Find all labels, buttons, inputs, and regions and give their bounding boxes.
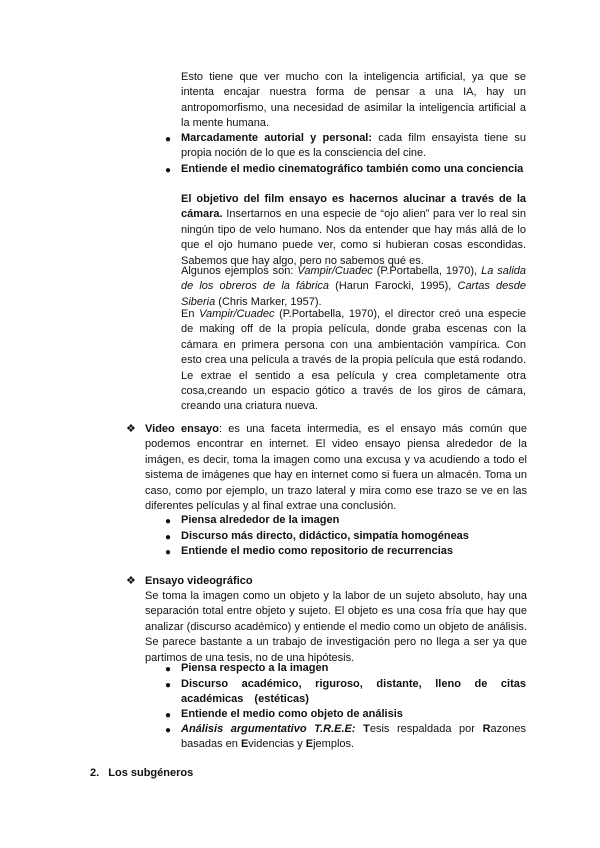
tree-letter: E bbox=[305, 738, 314, 751]
bullet-bold-label: Discurso académico, riguroso, distante, lleno de citas académicas (estéticas) bbox=[181, 678, 526, 706]
objetivo-bold: El objetivo del film ensayo es hacernos alucinar a través de la cámara. bbox=[181, 193, 526, 221]
bullet-icon: ● bbox=[165, 165, 172, 176]
ejemplos-paragraph bbox=[181, 264, 526, 310]
ensayo-videografico-paragraph: Se toma la imagen como un objeto y la labor de un sujeto absoluto, hay una separación total entre objeto y sujeto. El objeto es una cosa fría que hay que analizar (discurso académico) y entiende el medio como un objeto de análisis. Se parece bastante a un trabajo de investigación pero no llega a ser ya que partimos de una tesis, no de una hipótesis. bbox=[145, 590, 527, 664]
video-ensayo-title: Video ensayo bbox=[145, 423, 219, 435]
bullet-icon: ● bbox=[165, 547, 172, 558]
diamond-bullet-icon: ❖ bbox=[126, 423, 136, 435]
section-subtitle: Ensayo videográfico bbox=[145, 575, 253, 587]
tree-bullet-item bbox=[181, 722, 526, 753]
bullet-icon: ● bbox=[165, 532, 172, 543]
bullet-bold-label: Piensa respecto a la imagen bbox=[181, 662, 329, 674]
ensayo-videografico-title bbox=[145, 574, 525, 589]
film-ref: (P.Portabella, 1970), bbox=[372, 265, 482, 277]
grafico-bullet-item bbox=[181, 677, 526, 708]
film-title: Vampir/Cuadec bbox=[199, 308, 275, 320]
bullet-icon: ● bbox=[165, 134, 172, 145]
bullet-bold-label: Piensa alrededor de la imagen bbox=[181, 514, 340, 526]
film-title: Cartas desde Siberia bbox=[181, 280, 526, 308]
vampir-paragraph bbox=[181, 307, 526, 415]
vampir-text: (P.Portabella, 1970), el director creó una especie de making off de la propia película, donde graba escenas con la cámara en primera persona con una ambientación vampírica. Con esto crea una película a través de la propia película que está rodando. Le extrae el sentido a esa película y crea completamente otra cosa,creando un espacio gótico a través de los giros de cámara, creando una criatura nueva. bbox=[181, 308, 526, 413]
tree-text: esis respaldada por bbox=[369, 723, 483, 735]
bullet-icon: ● bbox=[165, 725, 172, 736]
tree-bold-label: Análisis argumentativo T.R.E.E: bbox=[181, 723, 356, 735]
vampir-lead: En bbox=[181, 308, 200, 320]
film-title: La salida de los obreros de la fábrica bbox=[181, 265, 526, 293]
video-bullet-item bbox=[181, 529, 526, 544]
bullet-bold-label: Discurso más directo, didáctico, simpatía homogéneas bbox=[181, 530, 469, 542]
film-title: Vampir/Cuadec bbox=[297, 265, 373, 277]
video-ensayo-paragraph bbox=[145, 422, 527, 514]
section-number: 2. bbox=[90, 767, 100, 779]
section-title: Los subgéneros bbox=[108, 767, 194, 779]
bullet-bold-label: Entiende el medio cinematográfico también como una conciencia bbox=[181, 163, 524, 175]
video-bullet-item bbox=[181, 513, 526, 528]
bullet-icon: ● bbox=[165, 664, 172, 675]
tree-text: azones basadas en bbox=[181, 723, 526, 751]
tree-text: videncias y bbox=[248, 738, 306, 751]
bullet-bold-label: Entiende el medio como objeto de análisis bbox=[181, 708, 403, 720]
tree-letter: R bbox=[482, 723, 491, 735]
tree-letter: T bbox=[355, 723, 370, 735]
bullet-text: cada film ensayista tiene su propia noción de lo que es la consciencia del cine. bbox=[181, 132, 526, 160]
intro-paragraph: Esto tiene que ver mucho con la inteligencia artificial, ya que se intenta encajar nuestra forma de pensar a una IA, hay un antropomorfismo, una necesidad de asimilar la inteligencia artificial a la mente humana. bbox=[181, 71, 526, 130]
tree-letter: E bbox=[240, 738, 249, 751]
bullet-bold-label: Entiende el medio como repositorio de recurrencias bbox=[181, 545, 454, 557]
bullet-icon: ● bbox=[165, 710, 172, 721]
bullet-bold-label: Marcadamente autorial y personal: bbox=[181, 132, 373, 144]
bullet-item-autorial bbox=[181, 131, 526, 162]
bullet-icon: ● bbox=[165, 680, 172, 691]
film-ref: (Harun Farocki, 1995), bbox=[329, 280, 458, 293]
video-ensayo-text: : es una faceta intermedia, es el ensayo más común que podemos encontrar en internet. El video ensayo piensa alrededor de la imágen, es decir, toma la imagen como una excusa y va acudiendo a todo el sistema de imágenes que hay en internet como si fuera un almacén. Toma un caso, como por ejemplo, un trazo lateral y mira como ese trazo se ve en las diferentes películas y al final extrae una conclusión. bbox=[145, 423, 527, 513]
objetivo-paragraph bbox=[181, 192, 526, 269]
grafico-bullet-item bbox=[181, 661, 526, 676]
video-bullet-item bbox=[181, 544, 526, 559]
ejemplos-lead: Algunos ejemplos son: bbox=[181, 265, 298, 277]
grafico-bullet-item bbox=[181, 707, 526, 722]
film-ref: (Chris Marker, 1957). bbox=[215, 295, 322, 308]
objetivo-text: Insertarnos en una especie de “ojo alien” para ver lo real sin ningún tipo de velo humano. Nos da entender que hay más allá de lo que el ojo humano puede ver, como si hubieran cosas escondidas. Sabemos que hay algo, pero no sabemos qué es. bbox=[181, 208, 526, 267]
bullet-item-conciencia bbox=[181, 162, 541, 177]
tree-text: jemplos. bbox=[313, 738, 355, 751]
bullet-icon: ● bbox=[165, 516, 172, 527]
section-heading bbox=[90, 766, 193, 781]
diamond-bullet-icon: ❖ bbox=[126, 575, 136, 587]
